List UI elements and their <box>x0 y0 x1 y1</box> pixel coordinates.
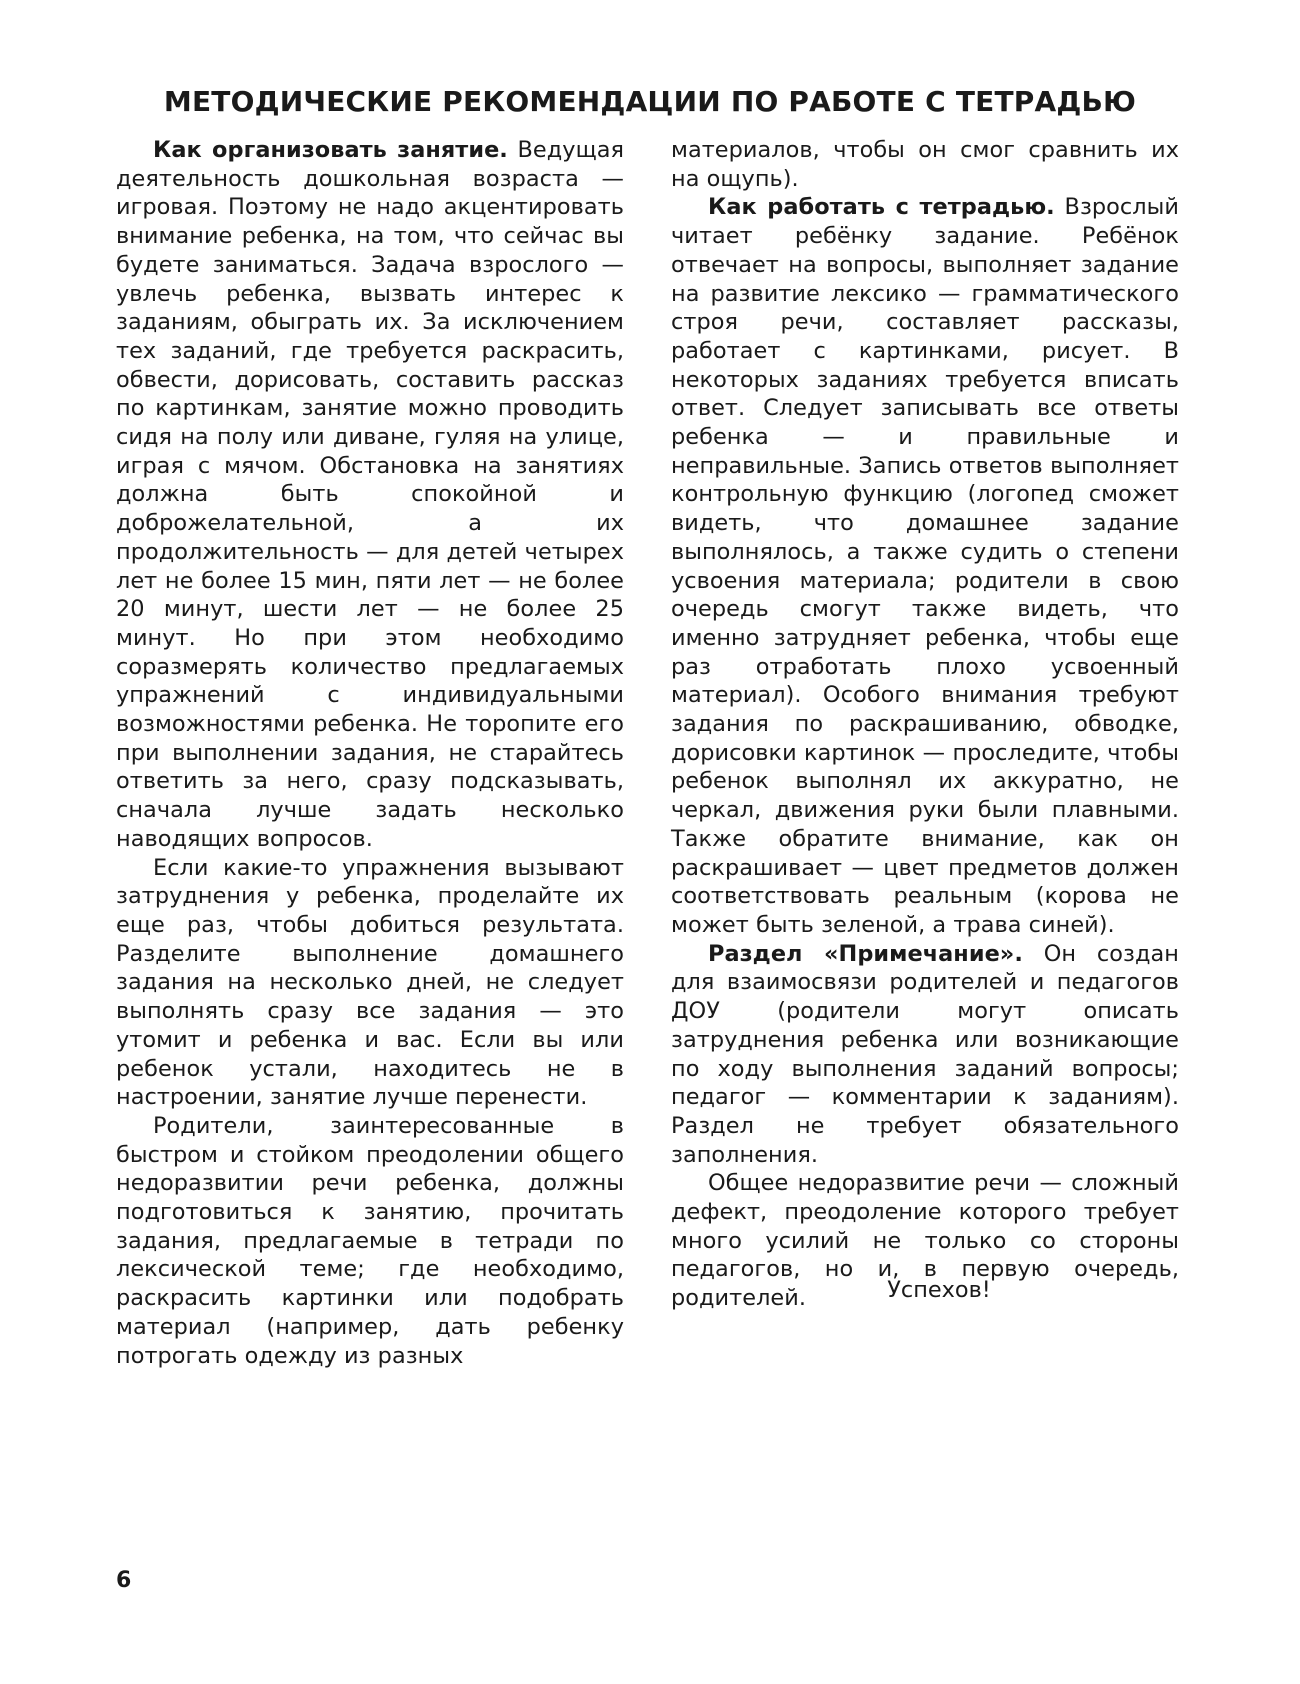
left-column <box>116 136 624 1370</box>
text-continuation: материалов, чтобы он смог сравнить их на ощупь). <box>671 137 1179 192</box>
heading-workbook-usage: Как работать с тетрадью. <box>708 194 1055 221</box>
text-difficulties: Если какие-то упражнения вызывают затруднения у ребенка, проделайте их еще раз, чтобы добиться результата. Разделите выполнение домашнего задания на несколько дней, не следует выполнять сразу все задания — это утомит и ребенка и вас. Если вы или ребенок устали, находитесь не в настроении, занятие лучше перенести. <box>116 854 624 1111</box>
paragraph-difficulties <box>116 854 624 1112</box>
right-column <box>671 136 1179 1313</box>
text-parents-preparation: Родители, заинтересованные в быстром и стойком преодолении общего недоразвитии речи ребенка, должны подготовиться к занятию, прочитать задания, предлагаемые в тетради по лексической теме; где необходимо, раскрасить картинки или подобрать материал (например, дать ребенку потрогать одежду из разных <box>116 1112 624 1369</box>
text-workbook-usage: Взрослый читает ребёнку задание. Ребёнок отвечает на вопросы, выполняет задание на развитие лексико — грамматического строя речи, составляет рассказы, работает с картинками, рисует. В некоторых заданиях требуется вписать ответ. Следует записывать все ответы ребенка — и правильные и неправильные. Запись ответов выполняет контрольную функцию (логопед сможет видеть, что домашнее задание выполнялось, а также судить о степени усвоения материала; родители в свою очередь смогут также видеть, что именно затрудняет ребенка, чтобы еще раз отработать плохо усвоенный материал). Особого внимания требуют задания по раскрашиванию, обводке, дорисовки картинок — проследите, чтобы ребенок выполнял их аккуратно, не черкал, движения руки были плавными. Также обратите внимание, как он раскрашивает — цвет предметов должен соответствовать реальным (корова не может быть зеленой, а трава синей). <box>671 194 1179 938</box>
heading-notes-section: Раздел «Примечание». <box>708 940 1023 967</box>
text-conclusion: Общее недоразвитие речи — сложный дефект, преодоление которого требует много усилий не только со стороны педагогов, но и, в первую очередь, родителей. <box>671 1170 1179 1312</box>
signoff: Успехов! <box>887 1277 991 1303</box>
text-organize-lesson: Ведущая деятельность дошкольная возраста — игровая. Поэтому не надо акцентировать внимание ребенка, на том, что сейчас вы будете заниматься. Задача взрослого — увлечь ребенка, вызвать интерес к заданиям, обыграть их. За исключением тех заданий, где требуется раскрасить, обвести, дорисовать, составить рассказ по картинкам, занятие можно проводить сидя на полу или диване, гуляя на улице, играя с мячом. Обстановка на занятиях должна быть спокойной и доброжелательной, а их продолжительность — для детей четырех лет не более 15 мин, пяти лет — не более 20 минут, шести лет — не более 25 минут. Но при этом необходимо соразмерять количество предлагаемых упражнений с индивидуальными возможностями ребенка. Не торопите его при выполнении задания, не старайтесь ответить за него, сразу подсказывать, сначала лучше задать несколько наводящих вопросов. <box>116 137 624 852</box>
paragraph-organize-lesson <box>116 136 624 854</box>
text-notes-section: Он создан для взаимосвязи родителей и педагогов ДОУ (родители могут описать затруднения ребенка или возникающие по ходу выполнения заданий вопросы; педагог — комментарии к заданиям). Раздел не требует обязательного заполнения. <box>671 940 1179 1168</box>
heading-organize-lesson: Как организовать занятие. <box>153 137 508 163</box>
paragraph-parents-preparation <box>116 1112 624 1370</box>
page-number: 6 <box>116 1568 132 1593</box>
paragraph-notes-section <box>671 940 1179 1170</box>
page-title: МЕТОДИЧЕСКИЕ РЕКОМЕНДАЦИИ ПО РАБОТЕ С ТЕТРАДЬЮ <box>163 85 1137 118</box>
paragraph-workbook-usage <box>671 193 1179 939</box>
paragraph-continuation <box>671 136 1179 193</box>
